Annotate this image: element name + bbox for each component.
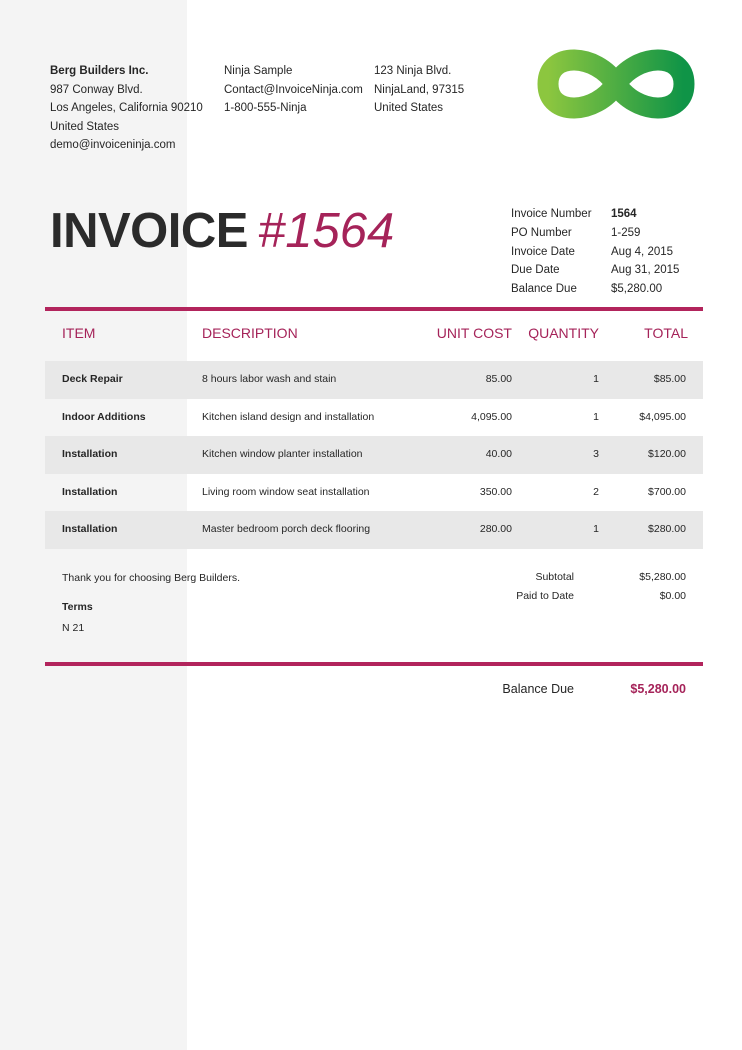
cell-unit-cost: 350.00 [479, 485, 512, 498]
cell-quantity: 1 [593, 410, 599, 423]
cell-total: $120.00 [648, 448, 686, 460]
cell-total: $700.00 [648, 485, 686, 498]
client-address-line1: 123 Ninja Blvd. [374, 65, 452, 77]
detail-label: Due Date [511, 264, 560, 277]
terms-value: N 21 [62, 622, 85, 634]
paid-to-date-value: $0.00 [659, 590, 686, 602]
cell-description: Kitchen window planter installation [202, 448, 363, 460]
subtotal-value: $5,280.00 [639, 571, 686, 583]
cell-quantity: 1 [593, 523, 599, 535]
cell-total: $280.00 [648, 523, 686, 535]
cell-quantity: 1 [593, 373, 599, 385]
cell-quantity: 3 [593, 448, 599, 460]
line-items-table [45, 361, 703, 549]
company-address: 987 Conway Blvd. [50, 83, 143, 96]
invoice-title [50, 200, 394, 262]
detail-label: Invoice Date [511, 245, 575, 258]
invoice-number-display: #1564 [257, 204, 395, 258]
balance-due-label: Balance Due [502, 682, 574, 696]
table-row [45, 511, 703, 549]
company-info [50, 62, 203, 155]
client-info [224, 62, 363, 118]
table-row [45, 399, 703, 437]
table-row [45, 436, 703, 474]
table-bottom-rule [45, 662, 703, 666]
client-address-line2: NinjaLand, 97315 [374, 83, 465, 96]
detail-value: Aug 4, 2015 [611, 245, 674, 258]
header-item: ITEM [62, 325, 96, 341]
cell-unit-cost: 280.00 [479, 523, 512, 535]
detail-label: Balance Due [511, 283, 577, 296]
cell-description: 8 hours labor wash and stain [202, 373, 337, 385]
terms-heading: Terms [62, 601, 93, 613]
infinity-logo-icon [524, 33, 708, 135]
cell-item: Deck Repair [62, 373, 123, 385]
table-row [45, 474, 703, 512]
header-quantity: QUANTITY [528, 325, 599, 341]
cell-unit-cost: 4,095.00 [471, 410, 512, 423]
detail-value: 1-259 [611, 226, 641, 239]
detail-balance-due [511, 280, 679, 299]
detail-value: $5,280.00 [611, 283, 663, 296]
cell-item: Installation [62, 485, 118, 498]
detail-label: Invoice Number [511, 208, 592, 220]
detail-invoice-date [511, 243, 679, 262]
detail-due-date [511, 261, 679, 280]
invoice-title-word: INVOICE [50, 204, 248, 258]
client-email: Contact@InvoiceNinja.com [224, 83, 363, 96]
thank-you-note: Thank you for choosing Berg Builders. [62, 572, 241, 584]
detail-po-number [511, 224, 679, 243]
client-phone: 1-800-555-Ninja [224, 102, 307, 114]
cell-description: Kitchen island design and installation [202, 410, 375, 423]
client-name: Ninja Sample [224, 65, 293, 77]
header-description: DESCRIPTION [202, 325, 298, 341]
company-country: United States [50, 120, 120, 133]
company-name: Berg Builders Inc. [50, 65, 149, 77]
balance-due-value: $5,280.00 [630, 682, 686, 696]
cell-unit-cost: 40.00 [485, 448, 512, 460]
cell-item: Installation [62, 523, 118, 535]
table-row [45, 361, 703, 399]
client-address [374, 62, 464, 118]
header-unit-cost: UNIT COST [436, 325, 512, 341]
detail-label: PO Number [511, 226, 572, 239]
cell-total: $85.00 [653, 373, 686, 385]
subtotal-label: Subtotal [535, 571, 574, 583]
detail-value: 1564 [611, 208, 637, 220]
cell-item: Installation [62, 448, 118, 460]
company-email: demo@invoiceninja.com [50, 139, 176, 151]
cell-item: Indoor Additions [62, 410, 146, 423]
paid-to-date-label: Paid to Date [516, 590, 574, 602]
detail-invoice-number [511, 205, 679, 224]
detail-value: Aug 31, 2015 [611, 264, 680, 277]
table-header [45, 311, 703, 361]
cell-description: Living room window seat installation [202, 485, 370, 498]
company-city: Los Angeles, California 90210 [50, 102, 203, 114]
header-total: TOTAL [644, 325, 688, 341]
cell-description: Master bedroom porch deck flooring [202, 523, 371, 535]
client-address-country: United States [374, 102, 444, 114]
cell-unit-cost: 85.00 [485, 373, 512, 385]
cell-quantity: 2 [593, 485, 599, 498]
cell-total: $4,095.00 [639, 410, 686, 423]
invoice-details [511, 205, 679, 299]
